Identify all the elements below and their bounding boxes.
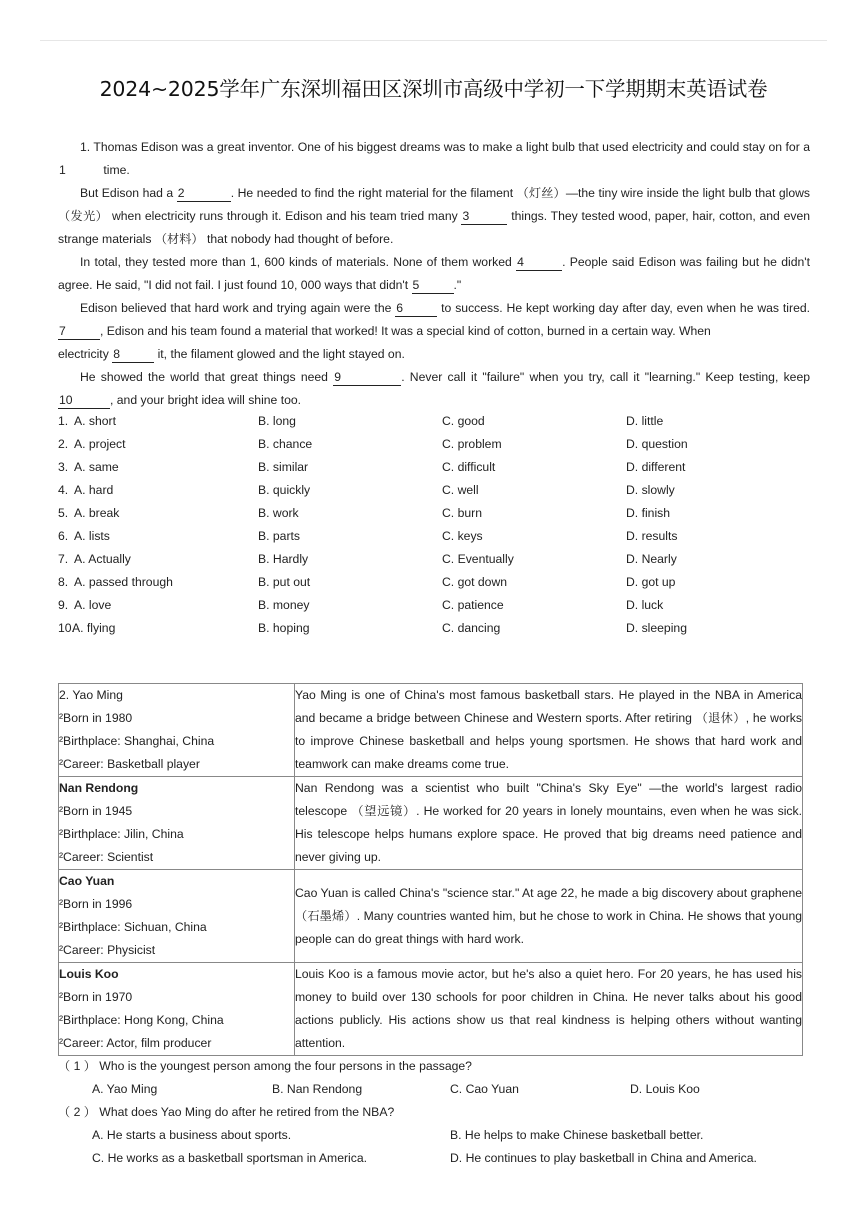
option-row-1 [58, 410, 818, 433]
option-number: 1. [58, 414, 69, 428]
person-born: ²Born in 1996 [59, 897, 133, 911]
text: , Edison and his team found a material that worked! It was a special kind of cotton, burned in a certain way. When [100, 324, 711, 338]
paragraph-6 [58, 366, 810, 412]
text: But Edison had a [80, 186, 174, 200]
option-row-4 [58, 479, 818, 502]
option-c[interactable]: C. problem [442, 437, 502, 451]
page-title: 2024~2025学年广东深圳福田区深圳市高级中学初一下学期期末英语试卷 [99, 77, 768, 101]
option-d[interactable]: D. question [626, 437, 688, 451]
option-d[interactable]: D. little [626, 414, 664, 428]
blank-1: 1 [59, 163, 66, 177]
blank-5: 5 [412, 278, 454, 294]
text: to success. He kept working day after day, even when he was tired. [441, 301, 811, 315]
option-b[interactable]: B. work [258, 506, 299, 520]
text: things. They tested wood, paper, hair, cotton, and even strange materials （材料） that nobody had thought of before. [58, 209, 811, 246]
option-d[interactable]: D. luck [626, 598, 664, 612]
blank-8: 8 [112, 347, 154, 363]
option-number: 4. [58, 483, 69, 497]
blank-6: 6 [395, 301, 437, 317]
question-2: （ 2 ） What does Yao Ming do after he retired from the NBA? [58, 1105, 395, 1119]
option-a[interactable]: A. short [74, 414, 116, 428]
person-name: Nan Rendong [59, 781, 139, 795]
person-birthplace: ²Birthplace: Jilin, China [59, 827, 184, 841]
text: He showed the world that great things need [80, 370, 328, 384]
option-a[interactable]: A. passed through [74, 575, 173, 589]
option-number: 6. [58, 529, 69, 543]
option-a[interactable]: A. Actually [74, 552, 131, 566]
blank-4: 4 [516, 255, 562, 271]
text: electricity [58, 347, 109, 361]
option-b[interactable]: B. quickly [258, 483, 311, 497]
option-a[interactable]: A. lists [74, 529, 110, 543]
person-career: ²Career: Physicist [59, 943, 156, 957]
option-b[interactable]: B. He helps to make Chinese basketball better. [450, 1128, 704, 1142]
option-c[interactable]: C. patience [442, 598, 504, 612]
option-a[interactable]: A. hard [74, 483, 114, 497]
option-d[interactable]: D. different [626, 460, 686, 474]
person-birthplace: ²Birthplace: Sichuan, China [59, 920, 207, 934]
option-b[interactable]: B. chance [258, 437, 313, 451]
person-career: ²Career: Scientist [59, 850, 154, 864]
table-row [59, 870, 803, 963]
option-row-5 [58, 502, 818, 525]
person-info [59, 777, 295, 870]
person-info [59, 870, 295, 963]
cloze-options [58, 410, 818, 640]
option-row-9 [58, 594, 818, 617]
option-b[interactable]: B. put out [258, 575, 311, 589]
option-a[interactable]: A. same [74, 460, 119, 474]
top-divider [40, 40, 827, 41]
option-number: 2. [58, 437, 69, 451]
option-row-10 [58, 617, 818, 640]
option-c[interactable]: C. Eventually [442, 552, 514, 566]
option-a[interactable]: A. project [74, 437, 126, 451]
paragraph-1 [58, 136, 810, 182]
cloze-passage [58, 136, 810, 412]
option-row-7 [58, 548, 818, 571]
option-d[interactable]: D. He continues to play basketball in China and America. [450, 1151, 757, 1165]
text: it, the filament glowed and the light stayed on. [157, 347, 405, 361]
paragraph-3 [58, 251, 810, 297]
text: time. [103, 163, 130, 177]
text: Edison believed that hard work and trying again were the [80, 301, 392, 315]
person-career: ²Career: Basketball player [59, 757, 200, 771]
person-born: ²Born in 1970 [59, 990, 133, 1004]
option-d[interactable]: D. got up [626, 575, 676, 589]
option-c[interactable]: C. got down [442, 575, 508, 589]
option-row-8 [58, 571, 818, 594]
option-b[interactable]: B. money [258, 598, 310, 612]
people-table [58, 683, 803, 1056]
option-number: 8. [58, 575, 69, 589]
person-info [59, 684, 295, 777]
text: . He needed to find the right material for the filament （灯丝）—the tiny wire inside the light bulb that glows （发光） when electricity runs through it. Edison and his team tried many [58, 186, 810, 223]
option-b[interactable]: B. parts [258, 529, 300, 543]
person-name: 2. Yao Ming [59, 688, 123, 702]
option-a[interactable]: A. break [74, 506, 120, 520]
text: 1. Thomas Edison was a great inventor. One of his biggest dreams was to make a light bulb that used electricity and could stay on for a [80, 140, 810, 154]
option-b[interactable]: B. similar [258, 460, 309, 474]
option-number: 7. [58, 552, 69, 566]
person-description: Cao Yuan is called China's "science star." At age 22, he made a big discovery about graphene （石墨烯）. Many countries wanted him, but he chose to work in China. He shows that young people can do great things with hard work. [295, 870, 803, 963]
text: ." [453, 278, 462, 292]
person-name: Cao Yuan [59, 874, 115, 888]
option-row-2 [58, 433, 818, 456]
question-2-options [58, 1124, 818, 1170]
blank-2: 2 [177, 186, 231, 202]
text: In total, they tested more than 1, 600 kinds of materials. None of them worked [80, 255, 512, 269]
option-d[interactable]: D. Nearly [626, 552, 677, 566]
option-c[interactable]: C. good [442, 414, 485, 428]
person-description: Nan Rendong was a scientist who built "China's Sky Eye" —the world's largest radio telescope （望远镜）. He worked for 20 years in lonely mountains, even when he was sick. His telescope helps humans explore space. He proved that big dreams need patience and never giving up. [295, 777, 803, 870]
option-c[interactable]: C. well [442, 483, 479, 497]
option-a[interactable]: A. love [74, 598, 112, 612]
option-c[interactable]: C. Cao Yuan [450, 1082, 519, 1096]
person-career: ²Career: Actor, film producer [59, 1036, 212, 1050]
option-b[interactable]: B. hoping [258, 621, 310, 635]
option-number: 10. [58, 621, 75, 635]
question-1-options [58, 1078, 818, 1101]
text: , and your bright idea will shine too. [110, 393, 302, 407]
blank-10: 10 [58, 393, 110, 409]
option-number: 3. [58, 460, 69, 474]
option-d[interactable]: D. slowly [626, 483, 675, 497]
table-row [59, 963, 803, 1056]
person-born: ²Born in 1980 [59, 711, 133, 725]
person-name: Louis Koo [59, 967, 119, 981]
paragraph-2 [58, 182, 810, 251]
table-row [59, 777, 803, 870]
table-row [59, 684, 803, 777]
option-b[interactable]: B. Nan Rendong [272, 1082, 363, 1096]
blank-3: 3 [461, 209, 507, 225]
person-born: ²Born in 1945 [59, 804, 133, 818]
option-d[interactable]: D. results [626, 529, 678, 543]
option-d[interactable]: D. sleeping [626, 621, 687, 635]
option-b[interactable]: B. Hardly [258, 552, 309, 566]
paragraph-4 [58, 297, 810, 343]
option-d[interactable]: D. finish [626, 506, 671, 520]
question-1: （ 1 ） Who is the youngest person among the four persons in the passage? [58, 1059, 472, 1073]
option-a[interactable]: A. He starts a business about sports. [92, 1128, 292, 1142]
person-birthplace: ²Birthplace: Shanghai, China [59, 734, 215, 748]
option-a[interactable]: A. Yao Ming [92, 1082, 158, 1096]
option-a[interactable]: A. flying [72, 621, 116, 635]
person-info [59, 963, 295, 1056]
person-description: Yao Ming is one of China's most famous basketball stars. He played in the NBA in America and became a bridge between Chinese and Western sports. After retiring （退休）, he works to improve Chinese basketball and helps young sportsmen. He shows that hard work and teamwork can make dreams come true. [295, 684, 803, 777]
option-c[interactable]: C. He works as a basketball sportsman in America. [92, 1151, 368, 1165]
blank-7: 7 [58, 324, 100, 340]
option-d[interactable]: D. Louis Koo [630, 1082, 700, 1096]
text: . People said Edison was failing but he didn't agree. He said, "I did not fail. I just found 10, 000 ways that didn't [58, 255, 810, 292]
paragraph-5 [58, 343, 810, 366]
option-number: 5. [58, 506, 69, 520]
option-number: 9. [58, 598, 69, 612]
person-birthplace: ²Birthplace: Hong Kong, China [59, 1013, 224, 1027]
person-description: Louis Koo is a famous movie actor, but he's also a quiet hero. For 20 years, he has used his money to build over 130 schools for poor children in China. He never talks about his good actions publicly. His actions show us that real kindness is helping others without wanting attention. [295, 963, 803, 1056]
text: . Never call it "failure" when you try, call it "learning." Keep testing, keep [401, 370, 811, 384]
option-c[interactable]: C. difficult [442, 460, 496, 474]
option-c[interactable]: C. burn [442, 506, 482, 520]
blank-9: 9 [333, 370, 401, 386]
option-c[interactable]: C. dancing [442, 621, 501, 635]
option-b[interactable]: B. long [258, 414, 296, 428]
option-row-3 [58, 456, 818, 479]
option-c[interactable]: C. keys [442, 529, 483, 543]
option-row-6 [58, 525, 818, 548]
